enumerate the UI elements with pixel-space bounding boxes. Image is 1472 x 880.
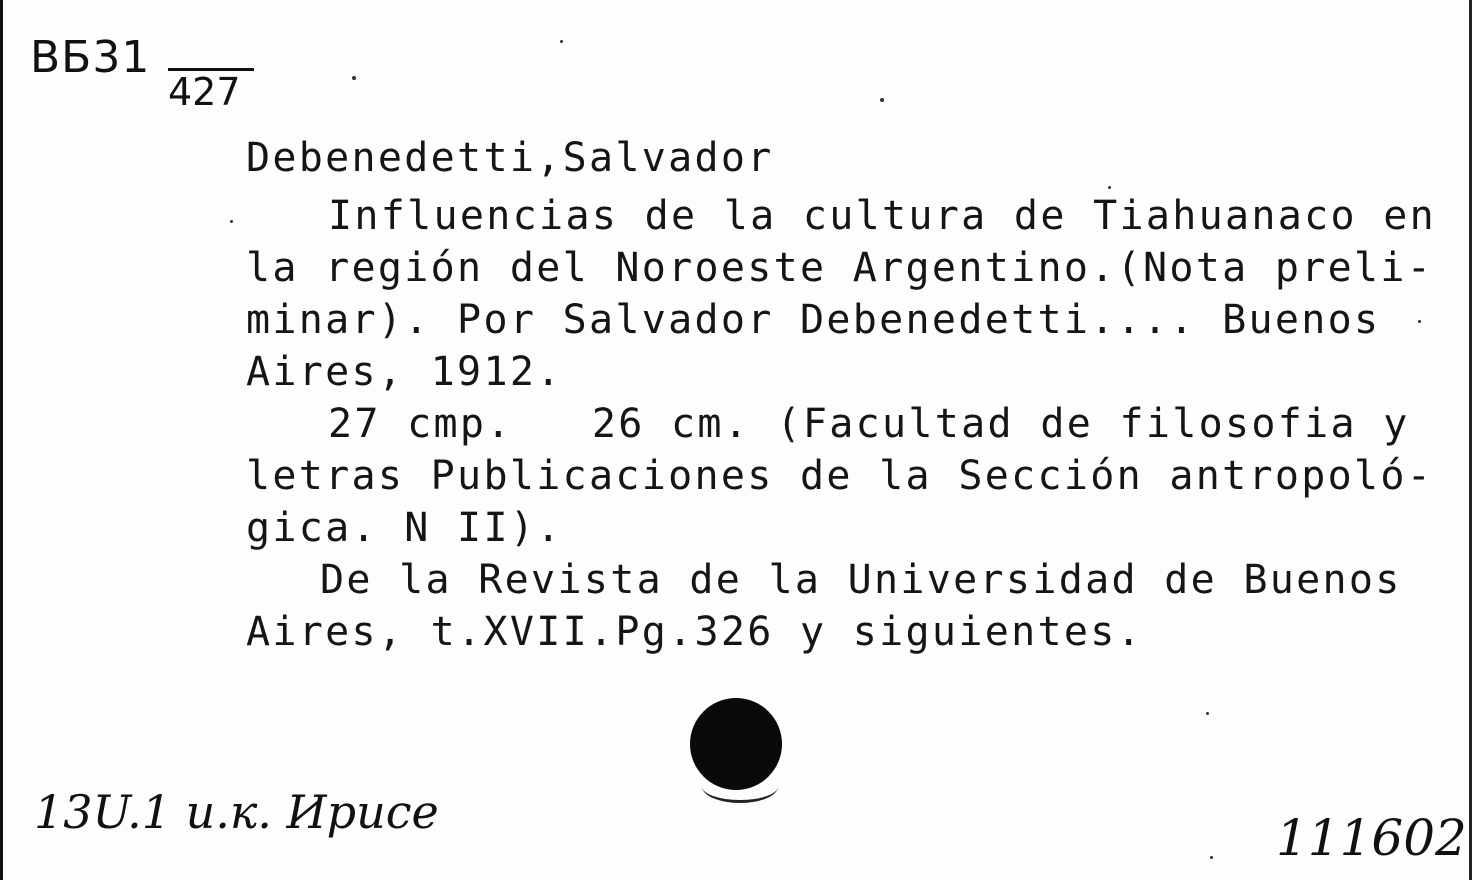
call-number-class: BБ31 — [30, 32, 151, 83]
scan-speck — [230, 220, 233, 223]
author-heading: Debenedetti,Salvador — [246, 135, 774, 181]
collation-line-1: 27 cmp. 26 cm. (Facultad de filosofia y — [328, 401, 1410, 447]
scan-speck — [352, 76, 356, 80]
note-line-1: De la Revista de la Universidad de Buenos — [320, 557, 1402, 603]
scan-speck — [1108, 186, 1111, 189]
imprint-line: Aires, 1912. — [246, 349, 563, 395]
title-line-3: minar). Por Salvador Debenedetti.... Buenos — [246, 297, 1381, 343]
collation-line-3: gica. N II). — [246, 505, 563, 551]
scan-speck — [880, 98, 884, 102]
call-number-item: 427 — [168, 68, 254, 111]
handwritten-shelf-note: 13U.1 u.к. Ирисе — [34, 785, 439, 839]
scan-speck — [1418, 320, 1421, 323]
card-left-edge — [0, 0, 3, 880]
title-line-1: Influencias de la cultura de Tiahuanaco en — [328, 193, 1437, 239]
scan-speck — [560, 40, 563, 43]
scan-speck — [1210, 856, 1213, 859]
collation-line-2: letras Publicaciones de la Sección antropoló- — [246, 453, 1434, 499]
inventory-number: 111602 — [1276, 809, 1467, 867]
note-line-2: Aires, t.XVII.Pg.326 y siguientes. — [246, 609, 1143, 655]
scan-speck — [1206, 712, 1209, 715]
punch-hole-shadow — [702, 770, 778, 803]
title-line-2: la región del Noroeste Argentino.(Nota preli- — [246, 245, 1434, 291]
